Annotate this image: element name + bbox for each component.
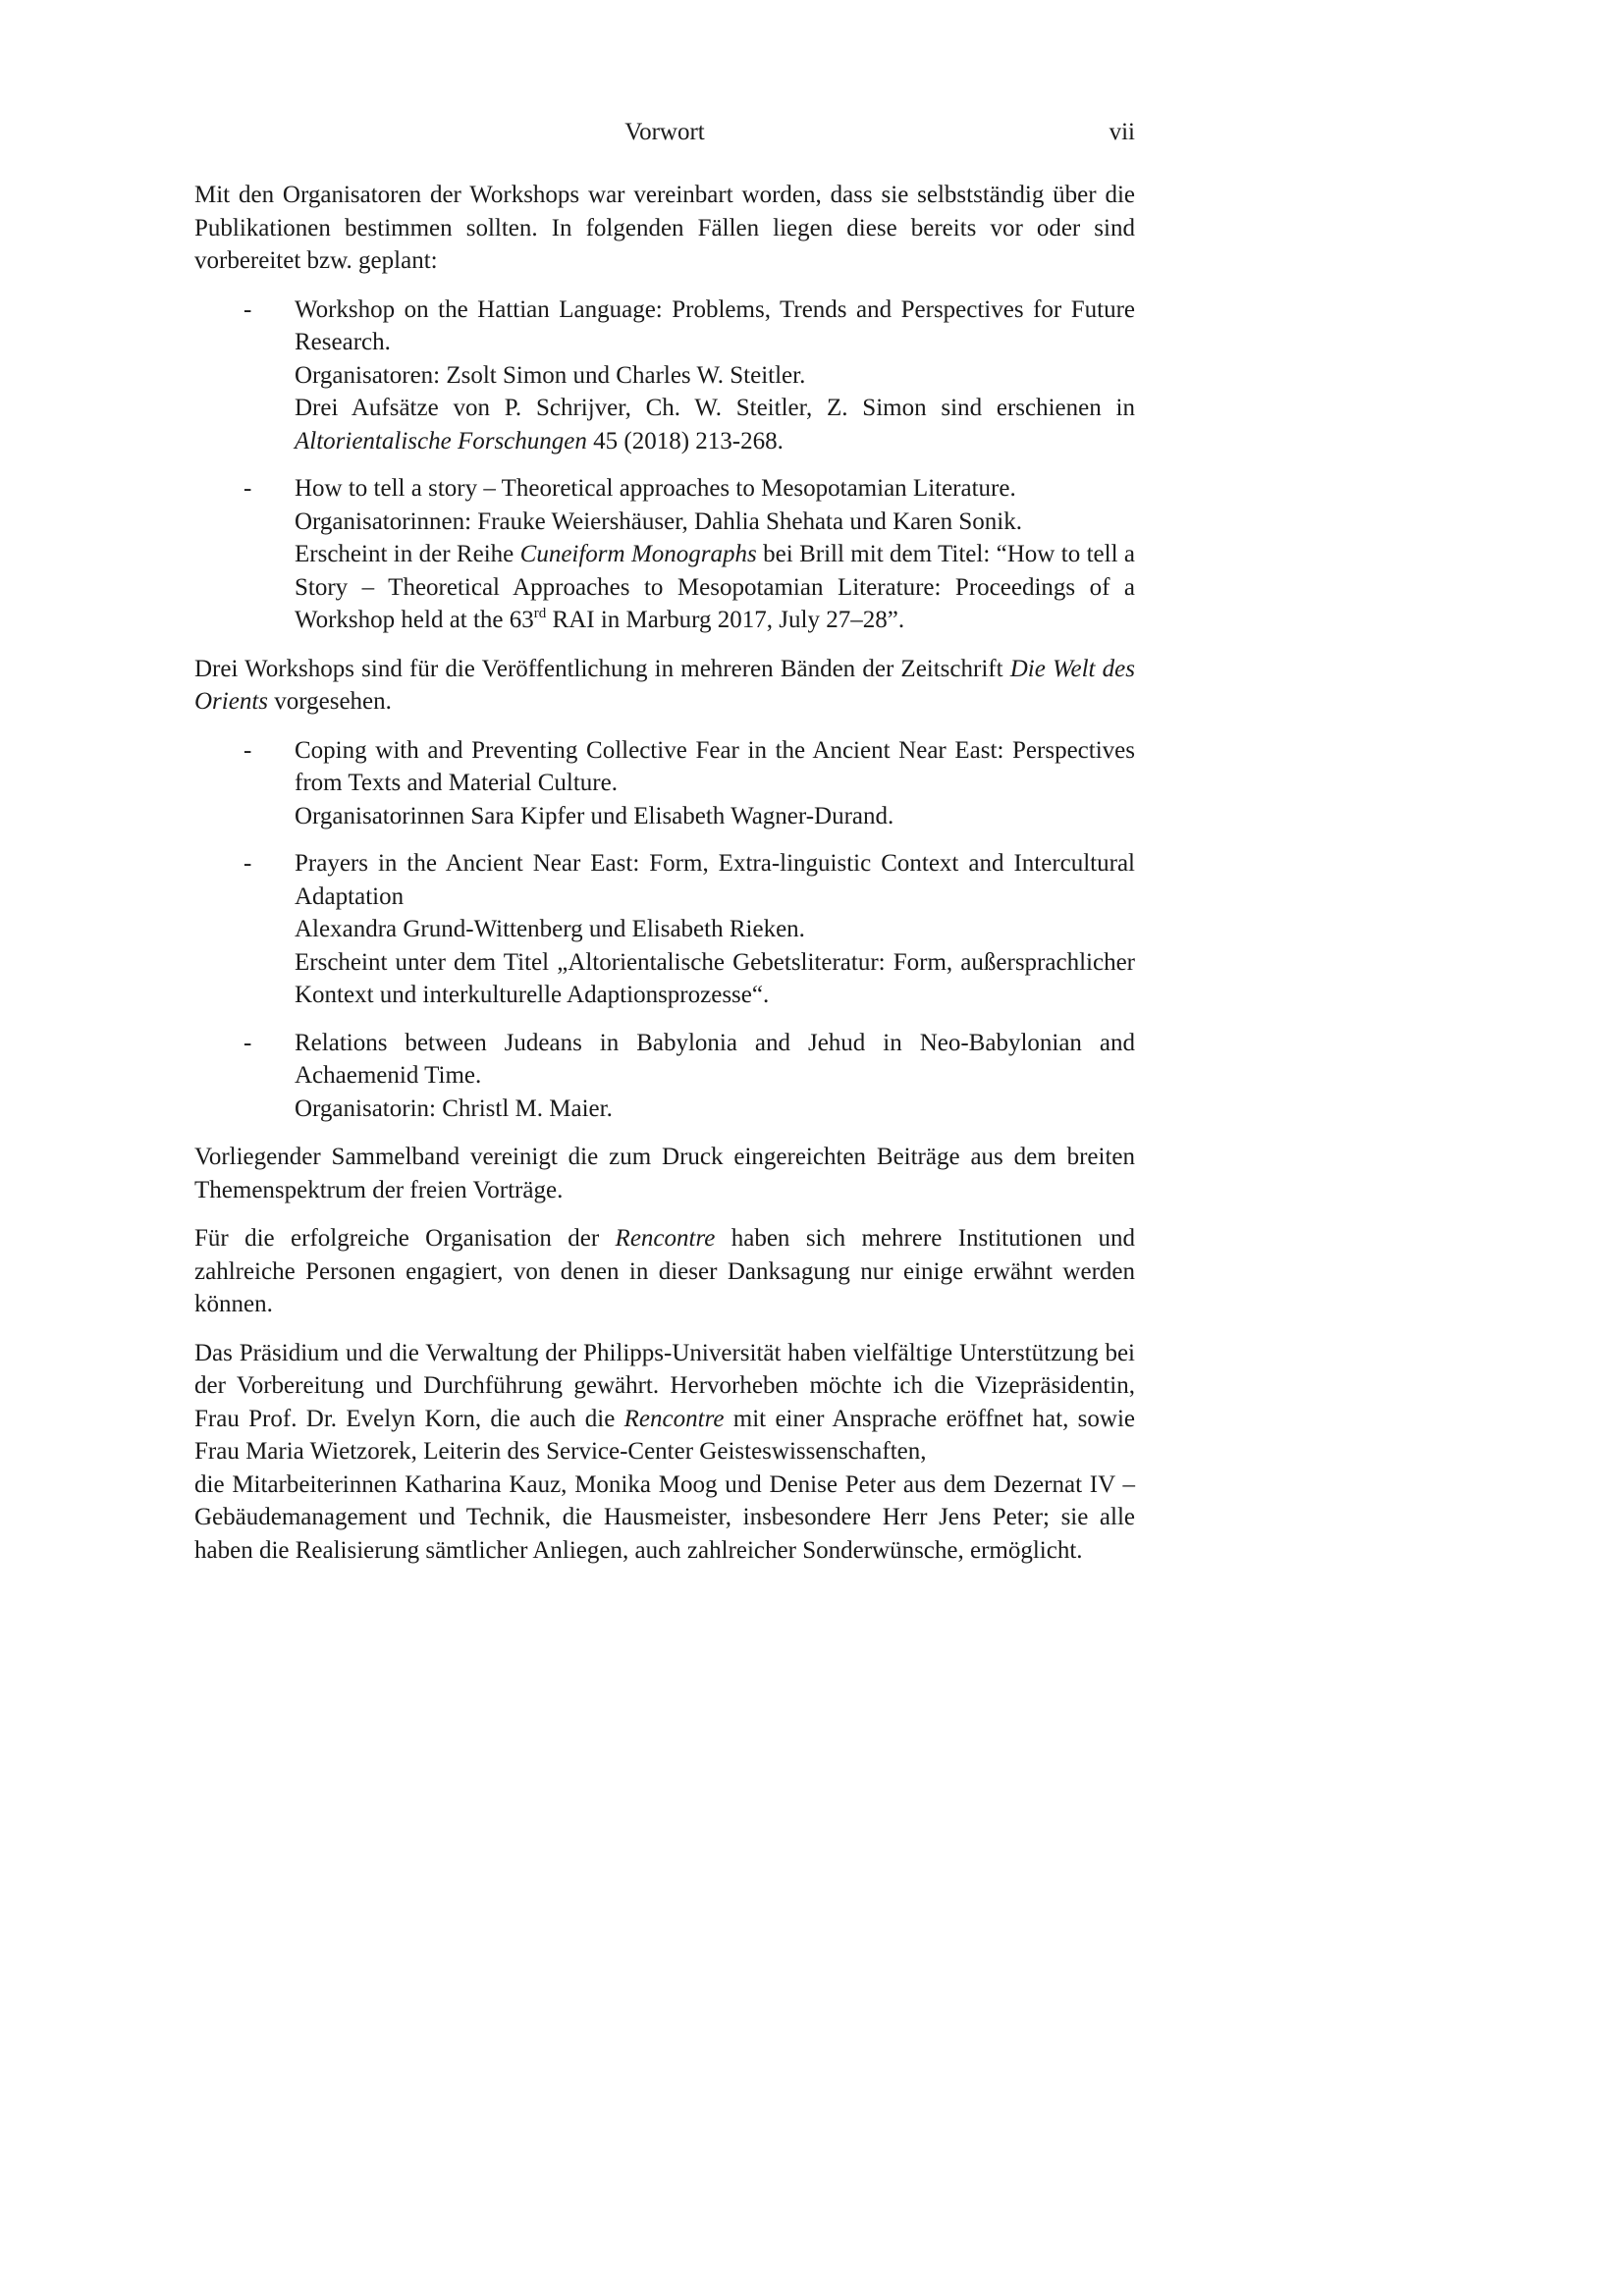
note-text: 45 (2018) 213-268. [586,427,784,454]
paragraph-text: Für die erfolgreiche Organisation der [194,1225,616,1252]
paragraph-text: Drei Workshops sind für die Veröffentlichung in mehreren Bänden der Zeitschrift [194,655,1010,682]
workshop-publication-note: Erscheint unter dem Titel „Altorientalische Gebetsliteratur: Form, außersprachlicher Kontext und interkulturelle Adaptionsprozesse“. [295,948,1135,1008]
ordinal-suffix: rd [533,606,547,621]
list-item-prayers-workshop [194,847,1135,1012]
list-item-hattian-workshop [194,294,1135,458]
workshop-list-published [194,294,1135,637]
workshop-title: Relations between Judeans in Babylonia and Jehud in Neo-Babylonian and Achaemenid Time. [295,1029,1135,1089]
workshop-organizers: Organisatorinnen: Frauke Weiershäuser, Dahlia Shehata und Karen Sonik. [295,507,1023,535]
page-body [194,179,1135,1582]
running-header-title: Vorwort [624,119,705,145]
workshop-title: Prayers in the Ancient Near East: Form, Extra-linguistic Context and Intercultural Adaptation [295,850,1135,910]
event-name: Rencontre [623,1405,725,1432]
paragraph-welt-des-orients [194,653,1135,719]
list-dash: - [244,850,252,877]
paragraph-text: vorgesehen. [268,688,392,715]
workshop-organizers: Alexandra Grund-Wittenberg und Elisabeth Rieken. [295,916,805,942]
running-header [194,116,1135,149]
series-title: Cuneiform Monographs [519,541,757,567]
workshop-list-planned [194,734,1135,1126]
event-name: Rencontre [615,1225,716,1252]
workshop-publication-note [295,538,1135,637]
workshop-organizers: Organisatoren: Zsolt Simon und Charles W. Steitler. [295,361,806,389]
list-item-judeans-workshop [194,1027,1135,1126]
paragraph-text: Das Präsidium und die Verwaltung der Philipps-Universität haben vielfältige Unterstützung bei der Vorbereitung und Durchführung gewährt. Hervorheben möchte ich die Vizepräsidentin, Frau Prof. Dr. Evelyn Korn, die auch die [194,1339,1135,1432]
paragraph-organisation [194,1222,1135,1321]
note-text: RAI in Marburg 2017, July 27–28”. [546,607,905,633]
workshop-organizers: Organisatorin: Christl M. Maier. [295,1095,613,1122]
paragraph-sammelband: Vorliegender Sammelband vereinigt die zum Druck eingereichten Beiträge aus dem breiten Themenspektrum der freien Vorträge. [194,1144,1135,1203]
page-number: vii [1109,119,1135,145]
paragraph-text: haben sich mehrere Institutionen und zahlreiche Personen engagiert, von denen in dieser Danksagung nur einige erwähnt werden können. [194,1225,1135,1317]
paragraph-text: mit einer Ansprache eröffnet hat, sowie Frau Maria Wietzorek, Leiterin des Service-Center Geisteswissenschaften, [194,1405,1135,1465]
workshop-publication-note [295,392,1135,457]
list-item-fear-workshop [194,734,1135,833]
note-text: bei Brill mit dem Titel: “How to tell a Story – Theoretical Approaches to Mesopotamian Literature: Proceedings of a Workshop held at the 63 [295,541,1135,633]
workshop-title: Workshop on the Hattian Language: Problems, Trends and Perspectives for Future Research. [295,295,1135,355]
list-dash: - [244,1029,252,1056]
paragraph-intro: Mit den Organisatoren der Workshops war vereinbart worden, dass sie selbstständig über die Publikationen bestimmen sollten. In folgenden Fällen liegen diese bereits vor oder sind vorbereitet bzw. geplant: [194,182,1135,274]
list-dash: - [244,736,252,764]
list-item-story-workshop [194,472,1135,637]
paragraph-praesidium [194,1337,1135,1468]
note-text: Erscheint in der Reihe [295,541,520,567]
workshop-organizers: Organisatorinnen Sara Kipfer und Elisabeth Wagner-Durand. [295,802,894,829]
list-dash: - [244,475,252,502]
journal-title: Altorientalische Forschungen [295,427,587,454]
list-dash: - [244,295,252,323]
paragraph-staff: die Mitarbeiterinnen Katharina Kauz, Monika Moog und Denise Peter aus dem Dezernat IV – Gebäudemanagement und Technik, die Hausmeister, insbesondere Herr Jens Peter; sie alle haben die Realisierung sämtlicher Anliegen, auch zahlreicher Sonderwünsche, ermöglicht. [194,1470,1135,1564]
workshop-title: Coping with and Preventing Collective Fear in the Ancient Near East: Perspectives from Texts and Material Culture. [295,736,1135,796]
workshop-title: How to tell a story – Theoretical approaches to Mesopotamian Literature. [295,475,1016,502]
note-text: Drei Aufsätze von P. Schrijver, Ch. W. Steitler, Z. Simon sind erschienen in [295,395,1135,421]
journal-title: Die Welt des Orients [194,655,1135,715]
